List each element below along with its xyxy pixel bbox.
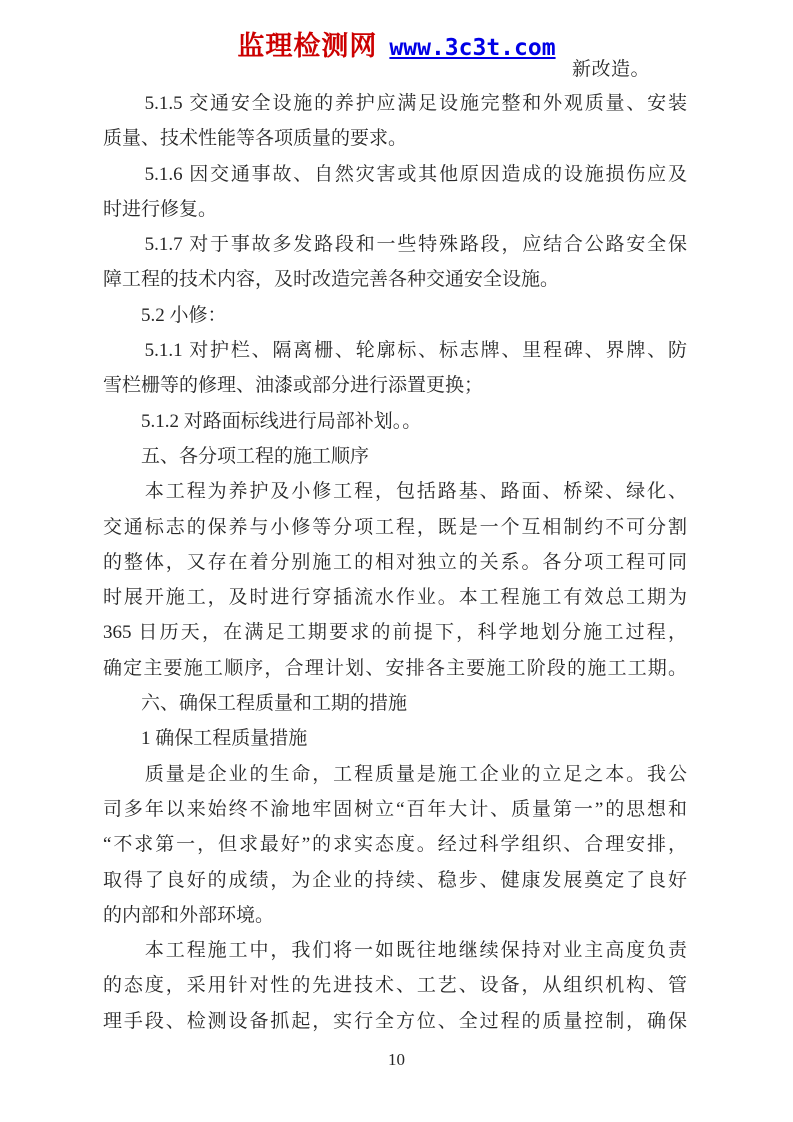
site-url-link[interactable]: www.3c3t.com (389, 35, 556, 61)
text-line: 理手段、检测设备抓起，实行全方位、全过程的质量控制，确保 (103, 1010, 687, 1032)
page-number: 10 (388, 1050, 405, 1069)
text-line: 六、确保工程质量和工期的措施 (103, 693, 408, 715)
text-line: 质量、技术性能等各项质量的要求。 (103, 128, 408, 150)
text-line: 的内部和外部环境。 (103, 904, 275, 926)
text-line: 1 确保工程质量措施 (103, 728, 308, 750)
text-line: 365 日历天，在满足工期要求的前提下，科学地划分施工过程， (103, 622, 687, 644)
text-line: 时展开施工，及时进行穿插流水作业。本工程施工有效总工期为 (103, 587, 687, 609)
text-line: 司多年以来始终不渝地牢固树立“百年大计、质量第一”的思想和 (103, 798, 687, 820)
site-name-text: 监理检测网 (237, 31, 378, 61)
text-line: 5.1.5 交通安全设施的养护应满足设施完整和外观质量、安装 (103, 93, 687, 114)
text-line: 的态度，采用针对性的先进技术、工艺、设备，从组织机构、管 (103, 975, 687, 997)
text-line: 质量是企业的生命，工程质量是施工企业的立足之本。我公 (103, 763, 687, 785)
text-line: “不求第一，但求最好”的求实态度。经过科学组织、合理安排， (103, 834, 687, 856)
text-line: 取得了良好的成绩，为企业的持续、稳步、健康发展奠定了良好 (103, 869, 687, 891)
watermark-header (0, 24, 793, 63)
text-line: 雪栏栅等的修理、油漆或部分进行添置更换； (103, 375, 484, 397)
document-body (103, 86, 687, 1039)
text-line: 5.1.2 对路面标线进行局部补划。。 (103, 410, 422, 432)
text-line: 五、各分项工程的施工顺序 (103, 445, 370, 467)
text-line: 确定主要施工顺序，合理计划、安排各主要施工阶段的施工工期。 (103, 657, 687, 679)
text-line: 交通标志的保养与小修等分项工程，既是一个互相制约不可分割 (103, 516, 687, 538)
text-line: 本工程施工中，我们将一如既往地继续保持对业主高度负责 (103, 940, 687, 962)
carryover-paragraph-end: 新改造。 (571, 59, 650, 80)
text-line: 5.2 小修： (103, 304, 227, 326)
text-line: 本工程为养护及小修工程，包括路基、路面、桥梁、绿化、 (103, 481, 687, 503)
text-line: 5.1.7 对于事故多发路段和一些特殊路段，应结合公路安全保 (103, 234, 687, 256)
text-line: 障工程的技术内容，及时改造完善各种交通安全设施。 (103, 269, 560, 291)
text-line: 5.1.6 因交通事故、自然灾害或其他原因造成的设施损伤应及 (103, 163, 687, 185)
text-line: 5.1.1 对护栏、隔离栅、轮廓标、标志牌、里程碑、界牌、防 (103, 340, 687, 362)
text-line: 时进行修复。 (103, 198, 218, 220)
text-line: 的整体，又存在着分别施工的相对独立的关系。各分项工程可同 (103, 551, 687, 573)
